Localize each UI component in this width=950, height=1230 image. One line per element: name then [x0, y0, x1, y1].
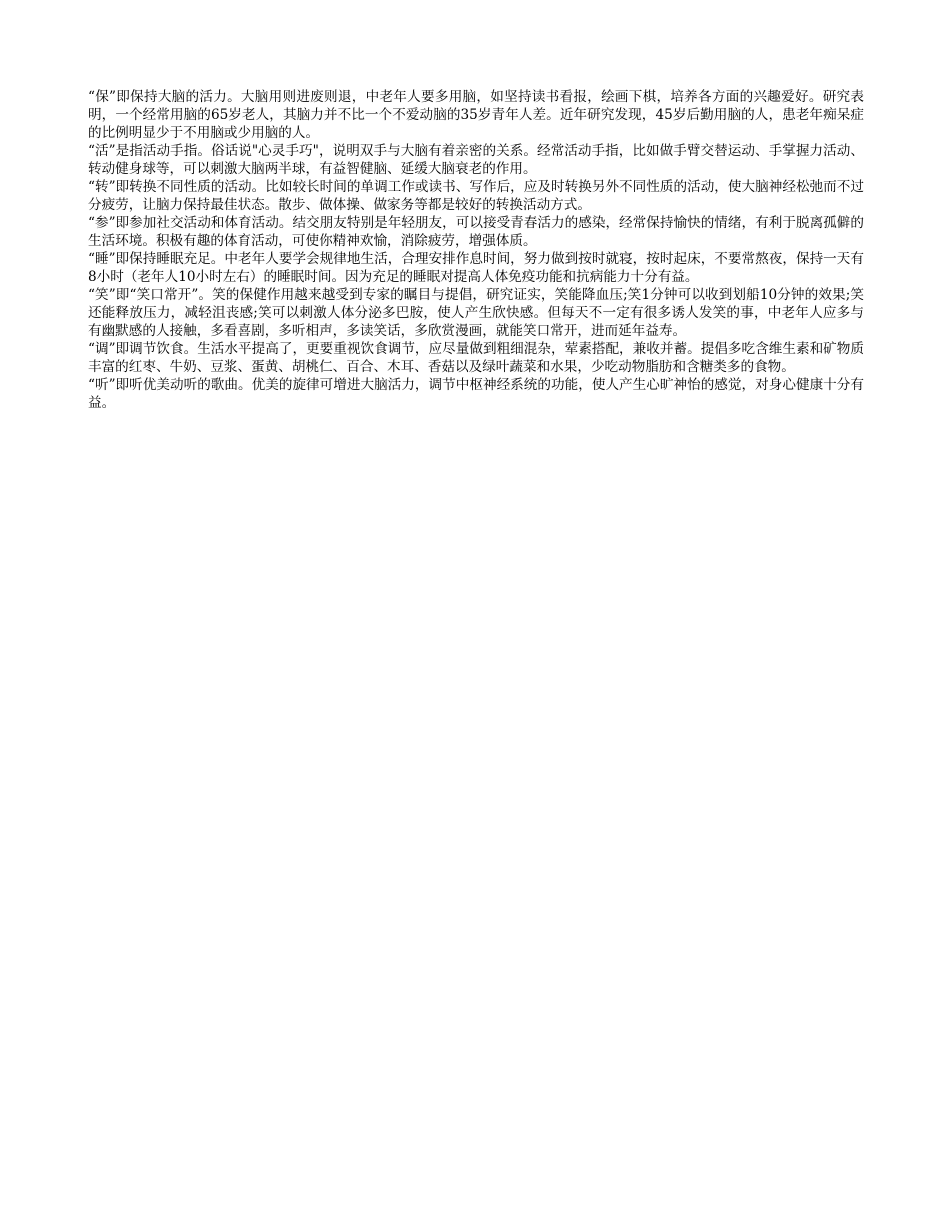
paragraph-shui: “睡”即保持睡眠充足。中老年人要学会规律地生活，合理安排作息时间，努力做到按时就寝，按时起床，不要常熬夜，保持一天有8小时（老年人10小时左右）的睡眠时间。因为充足的睡眠对提高人体免疫功能和抗病能力十分有益。	[88, 251, 864, 285]
paragraph-huo: “活”是指活动手指。俗话说"心灵手巧"，说明双手与大脑有着亲密的关系。经常活动手指，比如做手臂交替运动、手掌握力活动、转动健身球等，可以刺激大脑两半球，有益智健脑、延缓大脑衰老的作用。	[88, 143, 864, 177]
document-page	[88, 88, 864, 412]
paragraph-tiao: “调”即调节饮食。生活水平提高了，更要重视饮食调节，应尽量做到粗细混杂，荤素搭配，兼收并蓄。提倡多吃含维生素和矿物质丰富的红枣、牛奶、豆浆、蛋黄、胡桃仁、百合、木耳、香菇以及绿叶蔬菜和水果，少吃动物脂肪和含糖类多的食物。	[88, 341, 864, 375]
paragraph-bao: “保”即保持大脑的活力。大脑用则进废则退，中老年人要多用脑，如坚持读书看报，绘画下棋，培养各方面的兴趣爱好。研究表明，一个经常用脑的65岁老人，其脑力并不比一个不爱动脑的35岁青年人差。近年研究发现，45岁后勤用脑的人，患老年痴呆症的比例明显少于不用脑或少用脑的人。	[88, 89, 864, 141]
paragraph-xiao: “笑”即“笑口常开”。笑的保健作用越来越受到专家的瞩目与提倡，研究证实，笑能降血压;笑1分钟可以收到划船10分钟的效果;笑还能释放压力，减轻沮丧感;笑可以刺激人体分泌多巴胺，使人产生欣快感。但每天不一定有很多诱人发笑的事，中老年人应多与有幽默感的人接触，多看喜剧，多听相声，多读笑话，多欣赏漫画，就能笑口常开，进而延年益寿。	[88, 287, 864, 339]
paragraph-zhuan: “转”即转换不同性质的活动。比如较长时间的单调工作或读书、写作后，应及时转换另外不同性质的活动，使大脑神经松弛而不过分疲劳，让脑力保持最佳状态。散步、做体操、做家务等都是较好的转换活动方式。	[88, 179, 864, 213]
paragraph-ting: “听”即听优美动听的歌曲。优美的旋律可增进大脑活力，调节中枢神经系统的功能，使人产生心旷神怡的感觉，对身心健康十分有益。	[88, 377, 864, 411]
paragraph-can: “参”即参加社交活动和体育活动。结交朋友特别是年轻朋友，可以接受青春活力的感染，经常保持愉快的情绪，有利于脱离孤僻的生活环境。积极有趣的体育活动，可使你精神欢愉，消除疲劳，增强体质。	[88, 215, 864, 249]
